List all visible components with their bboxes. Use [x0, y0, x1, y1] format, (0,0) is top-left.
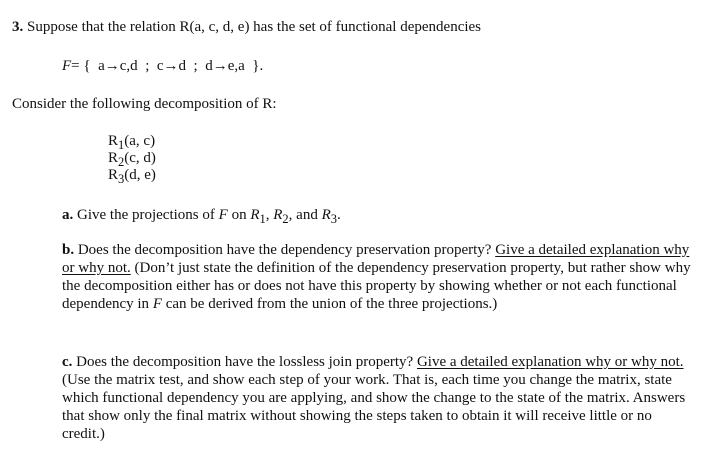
- fd1-rhs: c,d: [119, 58, 138, 74]
- question-intro: Suppose that the relation R(a, c, d, e) has the set of functional dependencies: [27, 19, 482, 35]
- arrow-icon: →: [104, 58, 120, 74]
- question-header: [12, 19, 481, 36]
- fd-set-open: = {: [71, 58, 91, 74]
- fd3-lhs: d: [205, 58, 213, 74]
- arrow-icon: →: [212, 58, 228, 74]
- fd-set-label: F: [62, 58, 72, 74]
- relation-r2: $R_2(c$, d): [108, 150, 156, 169]
- decomposition-intro: Consider the following decomposition of R:: [12, 96, 277, 112]
- fd-separator: ;: [193, 58, 198, 74]
- part-a: a. Give the projections of F on $R_1$, $R_2$, and $R_3$.: [62, 207, 341, 226]
- fd3-rhs: e,a: [227, 58, 245, 74]
- fd2-rhs: d: [178, 58, 187, 74]
- fd-separator: ;: [145, 58, 150, 74]
- relation-r3: $R_3(d$, e): [108, 167, 156, 186]
- part-a-label: a.: [62, 207, 74, 223]
- arrow-icon: →: [163, 58, 179, 74]
- question-number: 3.: [12, 19, 24, 35]
- part-c-underlined: Give a detailed explanation why or why not.: [416, 354, 684, 370]
- fd2-lhs: c: [156, 58, 164, 74]
- fd-set: [62, 58, 263, 75]
- fd1-lhs: a: [98, 58, 105, 74]
- part-c: c. Does the decomposition have the lossless join property? Give a detailed explanation why or why not. (Use the matrix test, and show each step of your work. That is, each time you change the matrix, state which functional dependency you are applying, and show the change to the state of the matrix. Answers that show only the final matrix without showing the steps taken to obtain it will receive little or no credit.): [62, 354, 686, 442]
- part-b-label: b.: [62, 242, 75, 258]
- part-c-label: c.: [62, 354, 73, 370]
- part-b-underlined: Give a detailed explanation why or why not.: [62, 242, 690, 276]
- part-b: b. Does the decomposition have the dependency preservation property? Give a detailed explanation why or why not. (Don’t just state the definition of the dependency preservation property, but rather show why the decomposition either has or does not have this property by showing whether or not each functional dependency in F can be derived from the union of the three projections.): [62, 242, 691, 312]
- relation-r1: $R_1(a$, c): [108, 133, 156, 152]
- fd-set-close: }.: [252, 58, 264, 74]
